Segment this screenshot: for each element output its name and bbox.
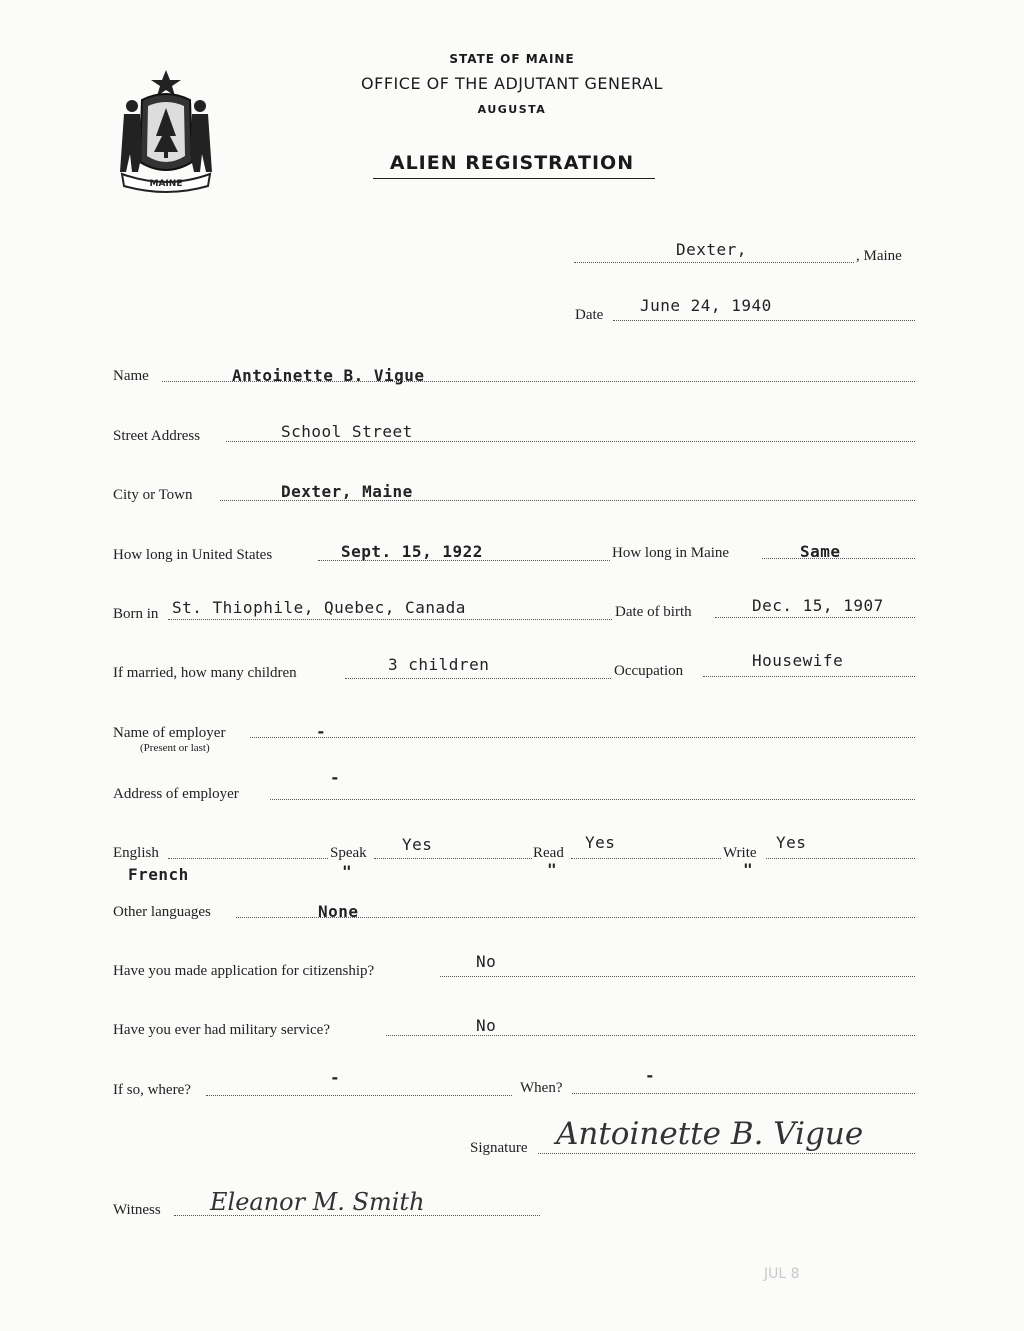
born-in-label: Born in	[113, 606, 159, 622]
second-write-value: "	[743, 860, 754, 879]
header-city: AUGUSTA	[477, 103, 547, 116]
street-value: School Street	[281, 422, 413, 441]
city-label: City or Town	[113, 487, 193, 503]
english-speak-value: Yes	[402, 835, 433, 854]
employer-address-label: Address of employer	[113, 786, 239, 802]
form-title: ALIEN REGISTRATION	[389, 152, 635, 174]
where-label: If so, where?	[113, 1082, 191, 1098]
second-read-value: "	[547, 860, 558, 879]
english-label: English	[113, 845, 159, 861]
second-language: French	[128, 865, 189, 884]
other-languages-value: None	[318, 902, 359, 921]
signature-value: Antoinette B. Vigue	[556, 1116, 864, 1152]
name-value: Antoinette B. Vigue	[232, 366, 425, 385]
date-of-birth-label: Date of birth	[615, 604, 692, 620]
write-label: Write	[723, 845, 757, 861]
second-speak-value: "	[342, 862, 353, 881]
city-value: Dexter, Maine	[281, 482, 413, 501]
date-label: Date	[575, 307, 604, 323]
where-value: -	[330, 1068, 341, 1087]
how-long-us-label: How long in United States	[113, 547, 273, 563]
header-office: OFFICE OF THE ADJUTANT GENERAL	[361, 74, 663, 93]
employer-address-value: -	[330, 768, 341, 787]
english-write-value: Yes	[776, 833, 807, 852]
name-label: Name	[113, 368, 149, 384]
employer-sublabel: (Present or last)	[140, 742, 210, 754]
citizenship-value: No	[476, 952, 497, 971]
military-value: No	[476, 1016, 497, 1035]
when-value: -	[645, 1066, 656, 1085]
how-long-us-value: Sept. 15, 1922	[341, 542, 483, 561]
how-long-maine-label: How long in Maine	[612, 545, 730, 561]
place-suffix: , Maine	[856, 248, 902, 264]
other-languages-label: Other languages	[113, 904, 211, 920]
children-label: If married, how many children	[113, 665, 297, 681]
speak-label: Speak	[330, 845, 367, 861]
title-underline	[373, 178, 655, 179]
date-stamp: JUL 8	[764, 1266, 800, 1282]
witness-value: Eleanor M. Smith	[210, 1188, 425, 1216]
english-read-value: Yes	[585, 833, 616, 852]
employer-value: -	[316, 722, 327, 741]
how-long-maine-value: Same	[800, 542, 841, 561]
occupation-value: Housewife	[752, 651, 844, 670]
seal-text: MAINE	[149, 179, 183, 189]
military-label: Have you ever had military service?	[113, 1022, 330, 1038]
street-label: Street Address	[113, 428, 201, 444]
header-state: STATE OF MAINE	[449, 52, 575, 66]
witness-label: Witness	[113, 1202, 161, 1218]
signature-label: Signature	[470, 1140, 528, 1156]
born-in-value: St. Thiophile, Quebec, Canada	[172, 598, 466, 617]
employer-label: Name of employer	[113, 725, 226, 741]
citizenship-label: Have you made application for citizenship?	[113, 963, 375, 979]
date-of-birth-value: Dec. 15, 1907	[752, 596, 884, 615]
children-value: 3 children	[388, 655, 490, 674]
place-value: Dexter,	[676, 240, 747, 259]
when-label: When?	[520, 1080, 563, 1096]
read-label: Read	[533, 845, 564, 861]
date-value: June 24, 1940	[640, 296, 772, 315]
occupation-label: Occupation	[614, 663, 684, 679]
